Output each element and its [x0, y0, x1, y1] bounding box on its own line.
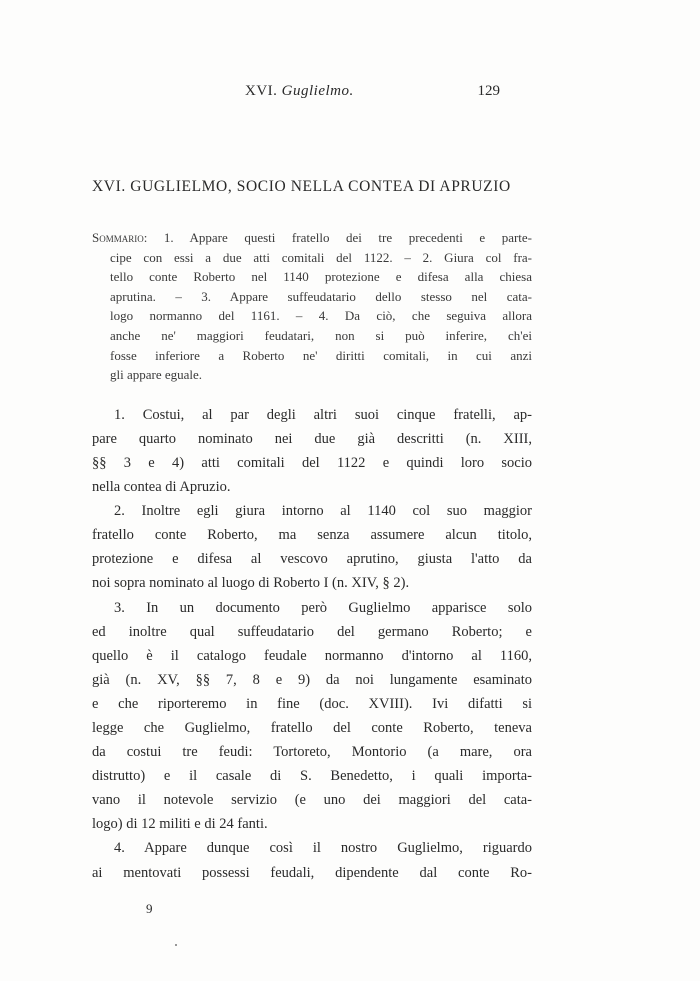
summary-text: 1. Appare questi fratello dei tre precedenti e parte-: [163, 230, 533, 245]
text-line: e che riporteremo in fine (doc. XVIII). Ivi difatti si: [92, 695, 532, 712]
text-line: distrutto) e il casale di S. Benedetto, i quali importa-: [92, 768, 532, 785]
text-line: noi sopra nominato al luogo di Roberto I (n. XIV, § 2).: [92, 575, 410, 592]
text-line: §§ 3 e 4) atti comitali del 1122 e quindi loro socio: [92, 454, 532, 471]
chapter-title: XVI. GUGLIELMO, SOCIO NELLA CONTEA DI APRUZIO: [92, 178, 511, 195]
paragraph-2: [92, 499, 532, 595]
summary-line: cipe con essi a due atti comitali del 1122. – 2. Giura col fra-: [110, 249, 532, 265]
summary-line: [92, 228, 532, 248]
text-line: protezione e difesa al vescovo aprutino, giusta l'atto da: [92, 551, 532, 568]
running-head: [245, 80, 500, 102]
text-line: pare quarto nominato nei due già descritti (n. XIII,: [92, 430, 532, 447]
text-line: ai mentovati possessi feudali, dipendente dal conte Ro-: [92, 864, 532, 881]
summary-label: Sommario:: [92, 230, 148, 245]
text-line: 2. Inoltre egli giura intorno al 1140 col suo maggior: [114, 503, 532, 520]
summary-line: gli appare eguale.: [110, 367, 203, 383]
summary-line: tello conte Roberto nel 1140 protezione e difesa alla chiesa: [110, 269, 532, 285]
text-line: logo) di 12 militi e di 24 fanti.: [92, 816, 268, 833]
text-line: 4. Appare dunque così il nostro Guglielmo, riguardo: [114, 840, 532, 857]
text-line: nella contea di Apruzio.: [92, 479, 231, 496]
paragraph-4: [92, 836, 532, 884]
paragraph-1: [92, 403, 532, 499]
summary-line: anche ne' maggiori feudatari, non si può inferire, ch'ei: [110, 327, 532, 343]
summary-line: aprutina. – 3. Appare suffeudatario dello stesso nel cata-: [110, 288, 532, 304]
paragraph-3: [92, 596, 532, 837]
text-line: vano il notevole servizio (e uno dei maggiori del cata-: [92, 792, 532, 809]
running-head-roman: XVI.: [245, 83, 278, 99]
signature-mark: 9: [146, 900, 153, 916]
running-head-title: [245, 80, 354, 102]
paper-speck: [175, 944, 177, 946]
text-line: ed inoltre qual suffeudatario del germano Roberto; e: [92, 623, 532, 640]
text-line: da costui tre feudi: Tortoreto, Montorio (a mare, ora: [92, 744, 532, 761]
text-line: legge che Guglielmo, fratello del conte Roberto, teneva: [92, 719, 532, 736]
text-line: 3. In un documento però Guglielmo apparisce solo: [114, 599, 532, 616]
page-number: 129: [477, 83, 500, 99]
summary-line: fosse inferiore a Roberto ne' diritti comitali, in cui anzi: [110, 347, 532, 363]
text-line: 1. Costui, al par degli altri suoi cinque fratelli, ap-: [114, 406, 532, 423]
running-head-name: Guglielmo.: [281, 83, 354, 99]
text-line: quello è il catalogo feudale normanno d'intorno al 1160,: [92, 647, 532, 664]
summary: [92, 228, 532, 385]
body-text: [92, 403, 532, 885]
text-line: fratello conte Roberto, ma senza assumere alcun titolo,: [92, 527, 532, 544]
summary-line: logo normanno del 1161. – 4. Da ciò, che seguiva allora: [110, 308, 532, 324]
text-line: già (n. XV, §§ 7, 8 e 9) da noi lungamente esaminato: [92, 671, 532, 688]
